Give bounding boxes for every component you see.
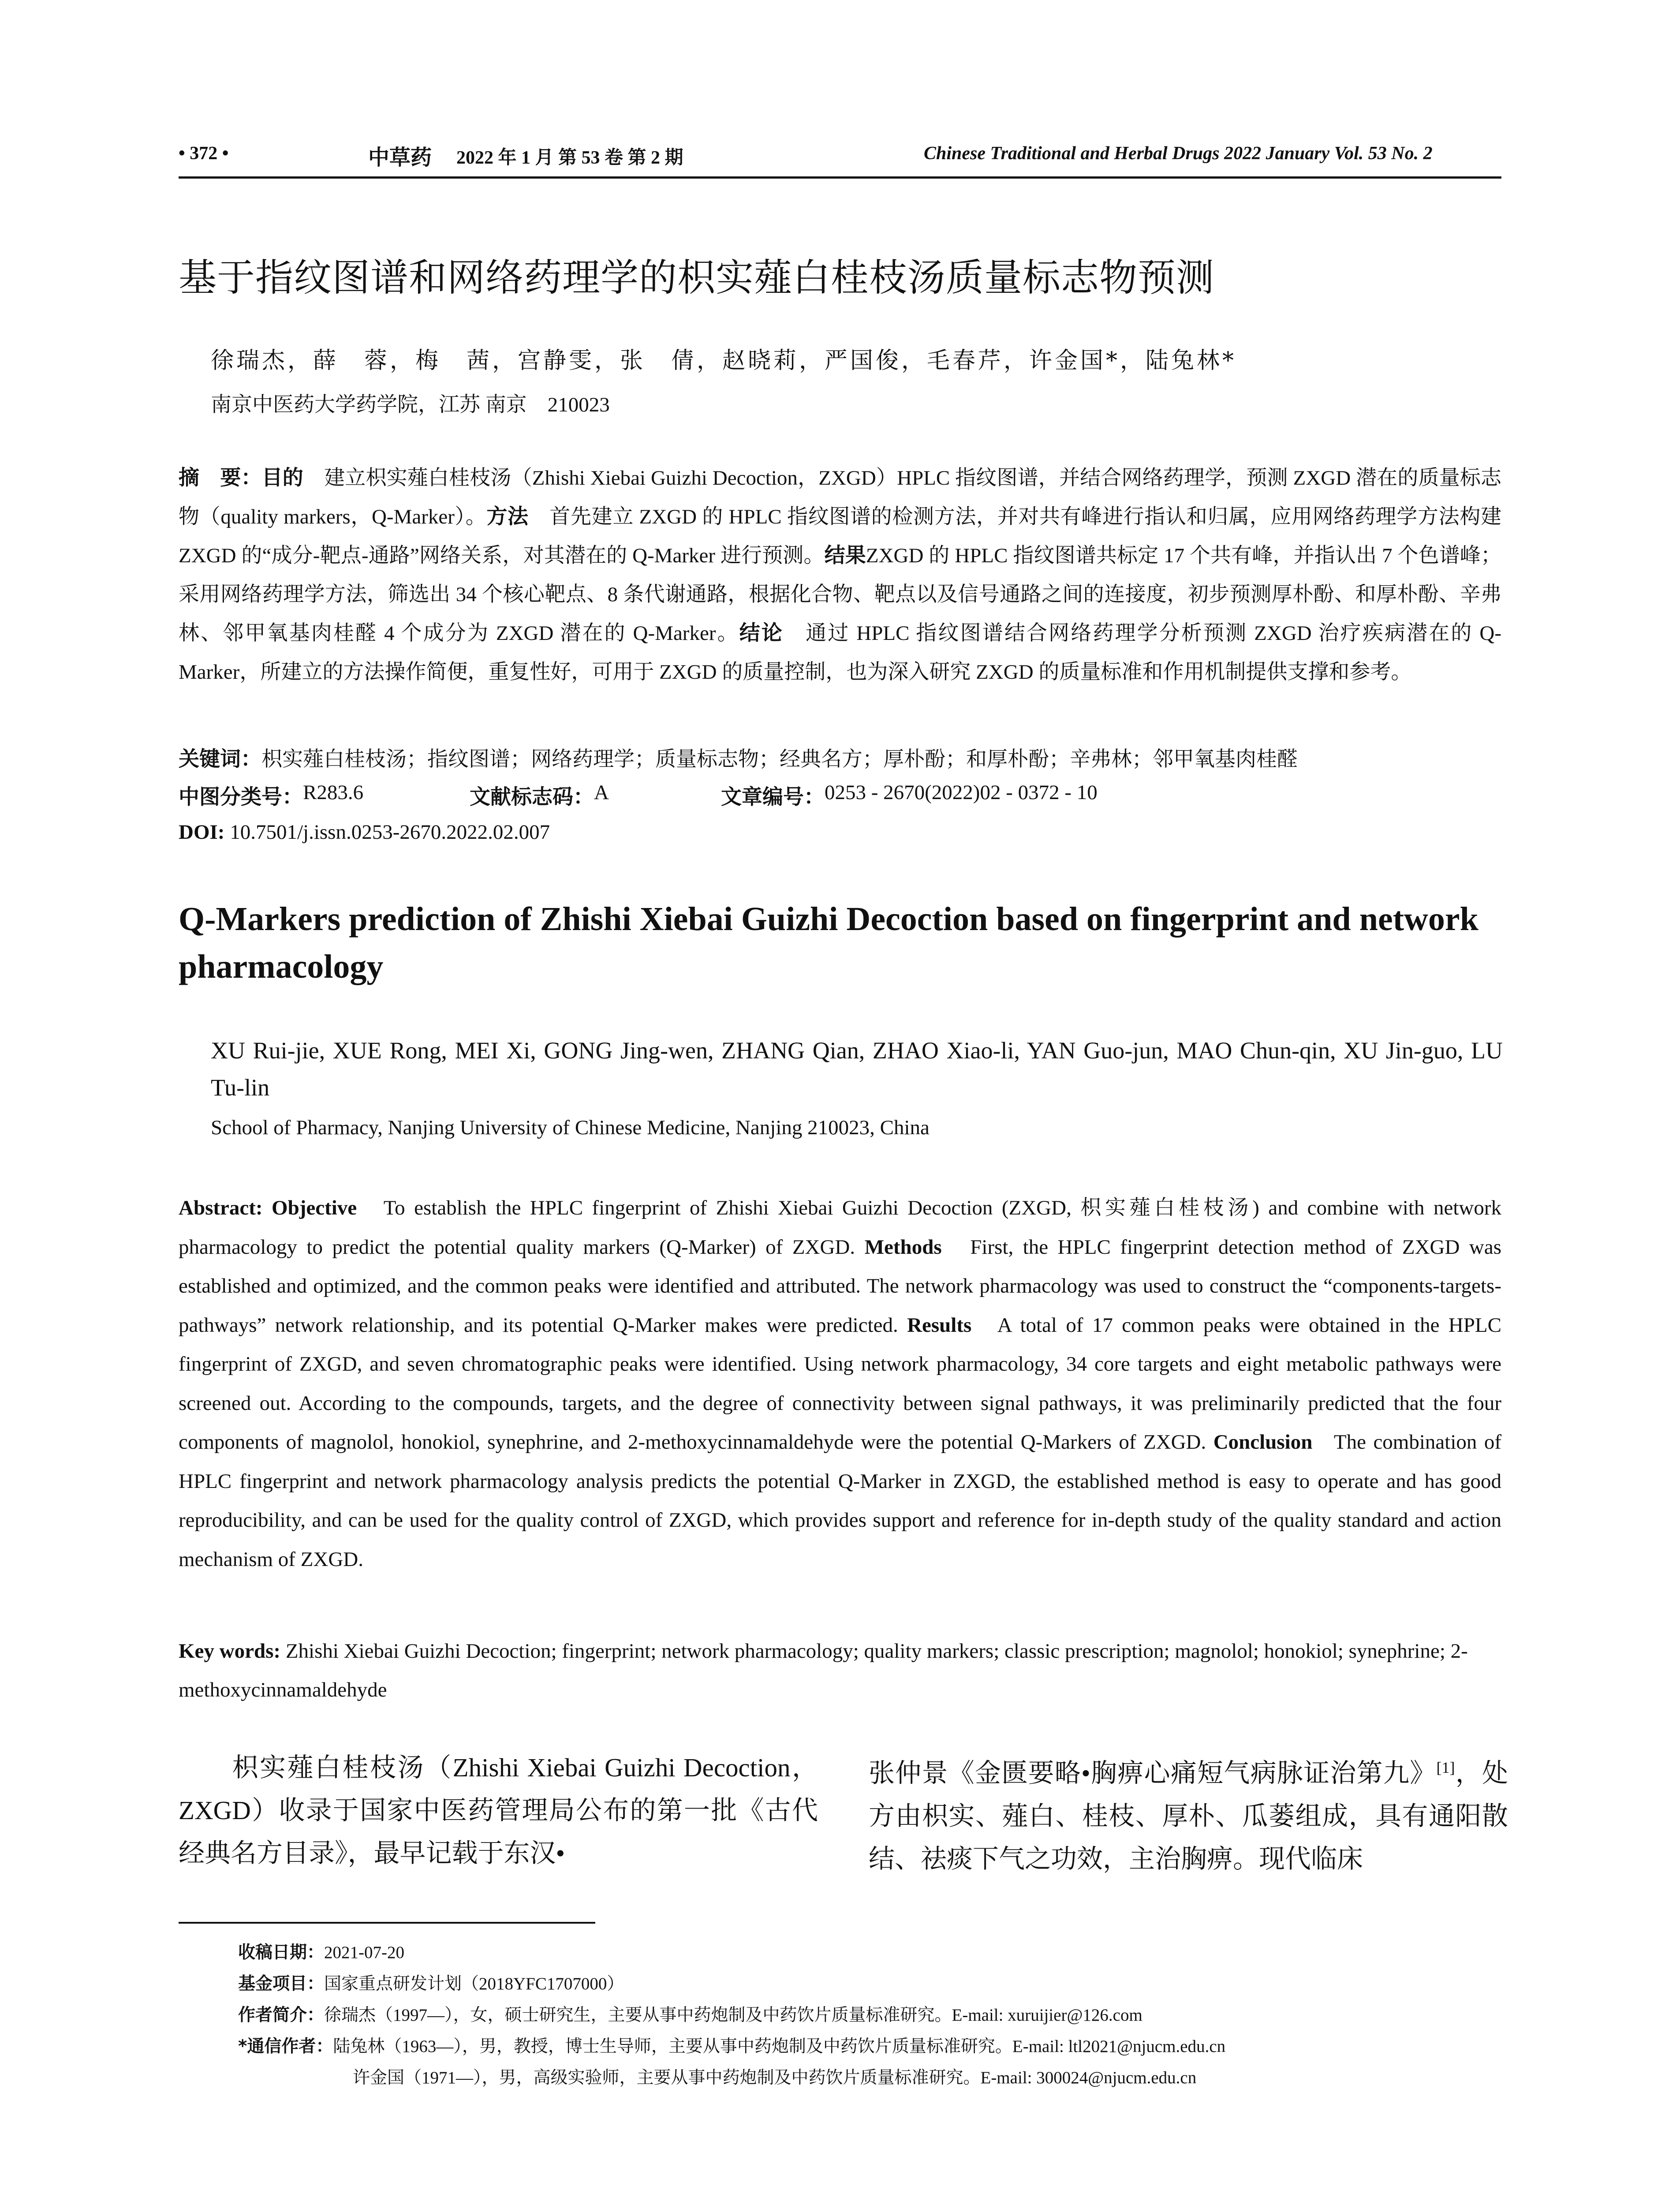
footnote-corresponding-2	[353, 2064, 1196, 2089]
fund-text: 国家重点研发计划（2018YFC1707000）	[324, 1974, 624, 1993]
body-text-right: 张仲景《金匮要略•胸痹心痛短气病脉证治第九》	[869, 1758, 1437, 1788]
doc-code-label: 文献标志码：	[470, 785, 594, 809]
corresponding-label: *通信作者：	[238, 2037, 333, 2056]
conclusion-label-cn: 结论	[739, 621, 784, 645]
body-text-left: 枳实薤白桂枝汤（Zhishi Xiebai Guizhi Decoction，ZXGD）收录于国家中医药管理局公布的第一批《古代经典名方目录》，最早记载于东汉•	[179, 1753, 818, 1868]
objective-text-en: To establish the HPLC fingerprint of Zhishi Xiebai Guizhi Decoction (ZXGD, 枳实薤白桂枝汤) and combine with network pharmacology to predict the potential quality markers (Q-Marker) of ZXGD.	[179, 1196, 1502, 1259]
keywords-cn	[179, 743, 1501, 772]
keywords-label-en: Key words:	[179, 1640, 281, 1663]
running-header	[179, 140, 1501, 171]
received-date: 2021-07-20	[324, 1943, 404, 1962]
footnote-rule	[179, 1922, 595, 1924]
results-text-cn: ZXGD 的 HPLC 指纹图谱共标定 17 个共有峰，并指认出 7 个色谱峰；采用网络药理学方法，筛选出 34 个核心靶点、8 条代谢通路，根据化合物、靶点以及信号通路之间的连接度，初步预测厚朴酚、和厚朴酚、辛弗林、邻甲氧基肉桂醛 4 个成分为 ZXGD 潜在的 Q-Marker。	[179, 544, 1502, 645]
affiliation-cn: 南京中医药大学药学院，江苏 南京 210023	[211, 393, 610, 416]
article-number-label: 文章编号：	[721, 785, 825, 809]
results-text-en: A total of 17 common peaks were obtained in the HPLC fingerprint of ZXGD, and seven chromatographic peaks were identified. Using network pharmacology, 34 core targets and eight metabolic pathways were screened out. According to the compounds, targets, and the degree of connectivity between signal pathways, it was preliminarily predicted that the four components of magnolol, honokiol, synephrine, and 2-methoxycinnamaldehyde were the potential Q-Markers of ZXGD.	[179, 1313, 1501, 1454]
title-cn: 基于指纹图谱和网络药理学的枳实薤白桂枝汤质量标志物预测	[179, 256, 1214, 300]
page-number: • 372 •	[179, 143, 229, 164]
issue-info-en: Chinese Traditional and Herbal Drugs 2022 January Vol. 53 No. 2	[924, 143, 1433, 164]
doi-line	[179, 820, 550, 844]
objective-label-cn: 目的	[261, 466, 303, 490]
conclusion-text-en: The combination of HPLC fingerprint and network pharmacology analysis predicts the potential Q-Marker in ZXGD, the established method is easy to operate and has good reproducibility, and can be used for the quality control of ZXGD, which provides support and reference for in-depth study of the quality standard and action mechanism of ZXGD.	[179, 1431, 1502, 1571]
footnote-received	[238, 1939, 404, 1963]
issue-info-cn: 2022 年 1 月 第 53 卷 第 2 期	[456, 148, 683, 168]
corresponding-text-2: 许金国（1971—），男，高级实验师，主要从事中药炮制及中药饮片质量标准研究。E-mail: 300024@njucm.edu.cn	[353, 2068, 1197, 2087]
received-label: 收稿日期：	[238, 1943, 325, 1962]
methods-text-en: First, the HPLC fingerprint detection method of ZXGD was established and optimized, and the common peaks were identified and attributed. The network pharmacology was used to construct the “components-targets-pathways” network relationship, and its potential Q-Marker makes were predicted.	[179, 1235, 1502, 1337]
doc-code: A	[594, 781, 609, 804]
objective-label-en: Objective	[272, 1196, 357, 1219]
bio-text: 徐瑞杰（1997—），女，硕士研究生，主要从事中药炮制及中药饮片质量标准研究。E-mail: xuruijier@126.com	[324, 2006, 1142, 2025]
methods-label-en: Methods	[864, 1235, 942, 1259]
keywords-text-cn: 枳实薤白桂枝汤；指纹图谱；网络药理学；质量标志物；经典名方；厚朴酚；和厚朴酚；辛弗林；邻甲氧基肉桂醛	[261, 748, 1298, 771]
body-column-left	[179, 1746, 818, 1875]
article-number: 0253 - 2670(2022)02 - 0372 - 10	[825, 781, 1098, 804]
body-column-right	[869, 1746, 1508, 1880]
footnote-corresponding	[238, 2033, 1225, 2057]
abstract-en	[179, 1188, 1501, 1579]
journal-name-cn: 中草药	[368, 145, 432, 170]
corresponding-text-1: 陆兔林（1963—），男，教授，博士生导师，主要从事中药炮制及中药饮片质量标准研究。E-mail: ltl2021@njucm.edu.cn	[333, 2037, 1226, 2056]
abstract-label-en: Abstract:	[179, 1196, 263, 1219]
conclusion-text-cn: 通过 HPLC 指纹图谱结合网络药理学分析预测 ZXGD 治疗疾病潜在的 Q-Marker，所建立的方法操作简便，重复性好，可用于 ZXGD 的质量控制，也为深入研究 ZXGD 的质量标准和作用机制提供支撑和参考。	[179, 622, 1501, 684]
keywords-label-cn: 关键词：	[179, 747, 261, 771]
results-label-en: Results	[907, 1313, 972, 1337]
affiliation-en: School of Pharmacy, Nanjing University of Chinese Medicine, Nanjing 210023, China	[211, 1116, 930, 1139]
methods-label-cn: 方法	[486, 505, 529, 529]
methods-text-cn: 首先建立 ZXGD 的 HPLC 指纹图谱的检测方法，并对共有峰进行指认和归属，应用网络药理学方法构建 ZXGD 的“成分-靶点-通路”网络关系，对其潜在的 Q-Marker 进行预测。	[179, 505, 1502, 567]
clc-code: R283.6	[303, 781, 364, 804]
objective-text-cn: 建立枳实薤白桂枝汤（Zhishi Xiebai Guizhi Decoction，ZXGD）HPLC 指纹图谱，并结合网络药理学，预测 ZXGD 潜在的质量标志物（quality markers，Q-Marker）。	[179, 467, 1502, 528]
body-text-right-cont: ，处方由枳实、薤白、桂枝、厚朴、瓜蒌组成，具有通阳散结、祛痰下气之功效，主治胸痹。现代临床	[869, 1758, 1508, 1873]
authors-cn: 徐瑞杰，薛 蓉，梅 茜，宫静雯，张 倩，赵晓莉，严国俊，毛春芹，许金国*，陆兔林*	[211, 348, 1237, 374]
footnote-fund	[238, 1970, 624, 1995]
authors-en: XU Rui-jie, XUE Rong, MEI Xi, GONG Jing-wen, ZHANG Qian, ZHAO Xiao-li, YAN Guo-jun, MAO Chun-qin, XU Jin-guo, LU Tu-lin	[211, 1037, 1503, 1101]
abstract-cn	[179, 459, 1501, 691]
clc-label: 中图分类号：	[179, 785, 303, 809]
results-label-cn: 结果	[824, 543, 866, 568]
footnote-author-bio	[238, 2001, 1142, 2026]
doi-label: DOI:	[179, 821, 225, 844]
bio-label: 作者简介：	[238, 2005, 325, 2025]
citation-ref[interactable]: [1]	[1436, 1759, 1455, 1776]
keywords-text-en: Zhishi Xiebai Guizhi Decoction; fingerprint; network pharmacology; quality markers; classic prescription; magnolol; honokiol; synephrine; 2-methoxycinnamaldehyde	[179, 1640, 1468, 1701]
conclusion-label-en: Conclusion	[1213, 1431, 1313, 1454]
doi-value: 10.7501/j.issn.0253-2670.2022.02.007	[230, 821, 550, 844]
fund-label: 基金项目：	[238, 1974, 325, 1994]
keywords-en	[179, 1632, 1501, 1709]
abstract-label-cn: 摘 要：	[179, 466, 262, 490]
title-en: Q-Markers prediction of Zhishi Xiebai Guizhi Decoction based on fingerprint and network pharmacology	[179, 901, 1478, 985]
header-rule	[179, 176, 1501, 179]
